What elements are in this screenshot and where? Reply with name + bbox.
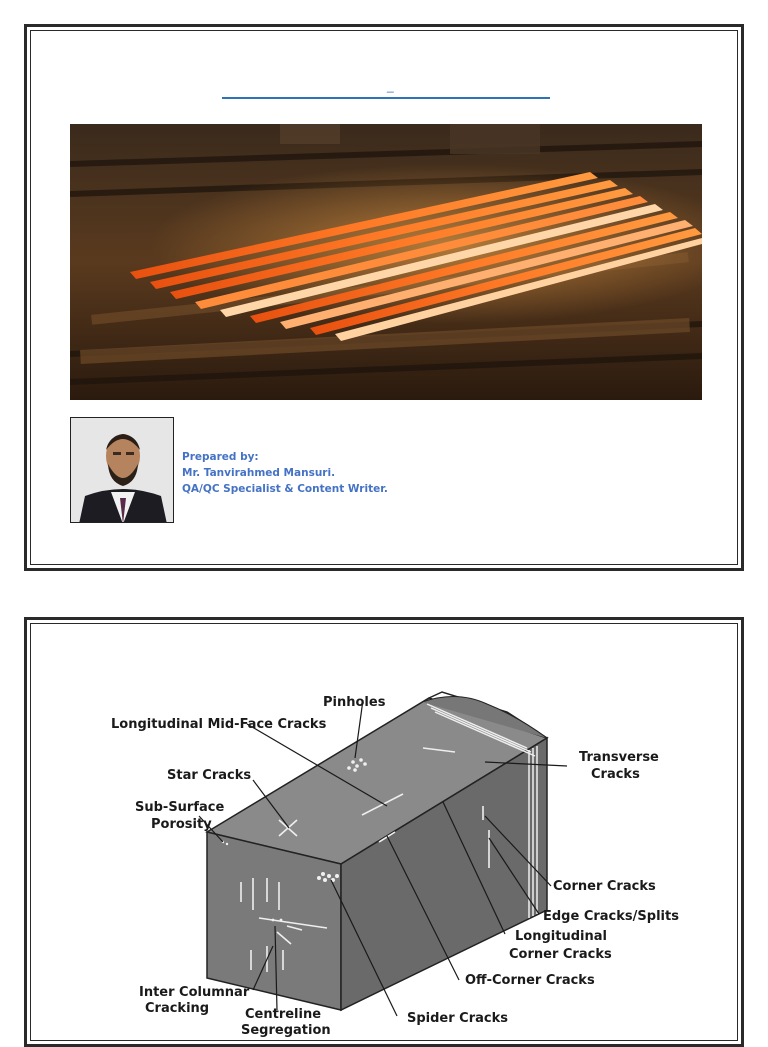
label-sub-surface-2: Porosity: [151, 817, 212, 832]
author-credit: [182, 449, 388, 497]
hot-billets-photo: [70, 124, 702, 400]
label-longitudinal-corner-1: Longitudinal: [515, 929, 607, 944]
cover-title: _: [387, 79, 394, 93]
billet-defects-diagram: [27, 620, 741, 1044]
label-centreline-1: Centreline: [245, 1007, 322, 1022]
credit-author-role: QA/QC Specialist & Content Writer.: [182, 483, 388, 495]
label-longitudinal-corner-2: Corner Cracks: [509, 947, 612, 962]
label-pinholes: Pinholes: [323, 695, 386, 710]
hot-billets-illustration: [70, 124, 702, 400]
defects-page: [24, 617, 744, 1047]
label-sub-surface-1: Sub-Surface: [135, 800, 225, 815]
author-portrait: [71, 418, 174, 523]
credit-prepared-by: Prepared by:: [182, 451, 259, 463]
label-edge-cracks: Edge Cracks/Splits: [543, 909, 679, 924]
label-inter-columnar-1: Inter Columnar: [139, 985, 250, 1000]
title-underline: [222, 97, 550, 99]
label-corner-cracks: Corner Cracks: [553, 879, 656, 894]
label-longitudinal-mid-face-cracks: Longitudinal Mid-Face Cracks: [111, 717, 327, 732]
billet-block: [207, 692, 547, 1010]
label-inter-columnar-2: Cracking: [145, 1001, 210, 1016]
label-centreline-2: Segregation: [241, 1023, 331, 1038]
label-transverse-cracks-2: Cracks: [591, 767, 640, 782]
label-transverse-cracks-1: Transverse: [579, 750, 659, 765]
label-off-corner-cracks: Off-Corner Cracks: [465, 973, 595, 988]
label-star-cracks: Star Cracks: [167, 768, 252, 783]
author-photo: [70, 417, 174, 523]
label-spider-cracks: Spider Cracks: [407, 1011, 508, 1026]
cover-page: [24, 24, 744, 571]
credit-author-name: Mr. Tanvirahmed Mansuri.: [182, 467, 336, 479]
